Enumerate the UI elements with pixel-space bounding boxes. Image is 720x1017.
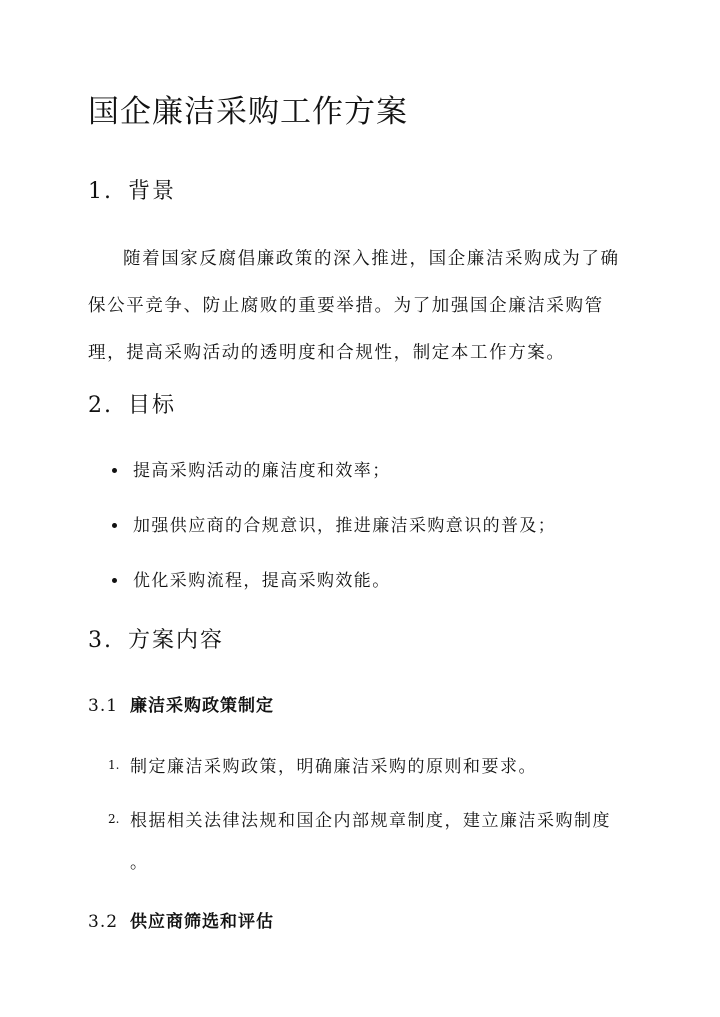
goal-text: 加强供应商的合规意识，推进廉洁采购意识的普及；: [133, 516, 557, 536]
section-title: 目标: [128, 393, 177, 418]
subsection-number: 3.1: [88, 696, 119, 716]
bullet-icon: [112, 578, 117, 583]
subsection-title: 廉洁采购政策制定: [130, 696, 274, 716]
page-title: 国企廉洁采购工作方案: [88, 94, 408, 130]
list-item-text: 根据相关法律法规和国企内部规章制度，建立廉洁采购制度: [130, 811, 611, 831]
subsection-number: 3.2: [88, 912, 119, 932]
subsection-heading-supplier: [88, 907, 274, 932]
list-item-text: 制定廉洁采购政策，明确廉洁采购的原则和要求。: [130, 757, 537, 777]
list-item: [112, 566, 391, 591]
section-title: 背景: [128, 179, 177, 204]
section-number: 1.: [88, 179, 113, 204]
section-heading-plan: [88, 623, 224, 654]
goal-text: 提高采购活动的廉洁度和效率；: [133, 461, 391, 481]
section-number: 3.: [88, 628, 113, 653]
list-number: 2.: [108, 812, 120, 826]
section-title: 方案内容: [128, 628, 225, 653]
subsection-heading-policy: [88, 691, 274, 716]
section-heading-background: [88, 174, 176, 205]
goal-text: 优化采购流程，提高采购效能。: [133, 571, 391, 591]
list-item-continuation: 。: [130, 853, 149, 873]
subsection-title: 供应商筛选和评估: [130, 912, 274, 932]
section-heading-goals: [88, 388, 176, 419]
section-number: 2.: [88, 393, 113, 418]
list-item: [112, 511, 556, 536]
bullet-icon: [112, 523, 117, 528]
list-number: 1.: [108, 758, 120, 772]
list-item: [112, 456, 391, 481]
bullet-icon: [112, 468, 117, 473]
background-paragraph: 随着国家反腐倡廉政策的深入推进，国企廉洁采购成为了确保公平竞争、防止腐败的重要举措。为了加强国企廉洁采购管理，提高采购活动的透明度和合规性，制定本工作方案。: [88, 249, 620, 363]
